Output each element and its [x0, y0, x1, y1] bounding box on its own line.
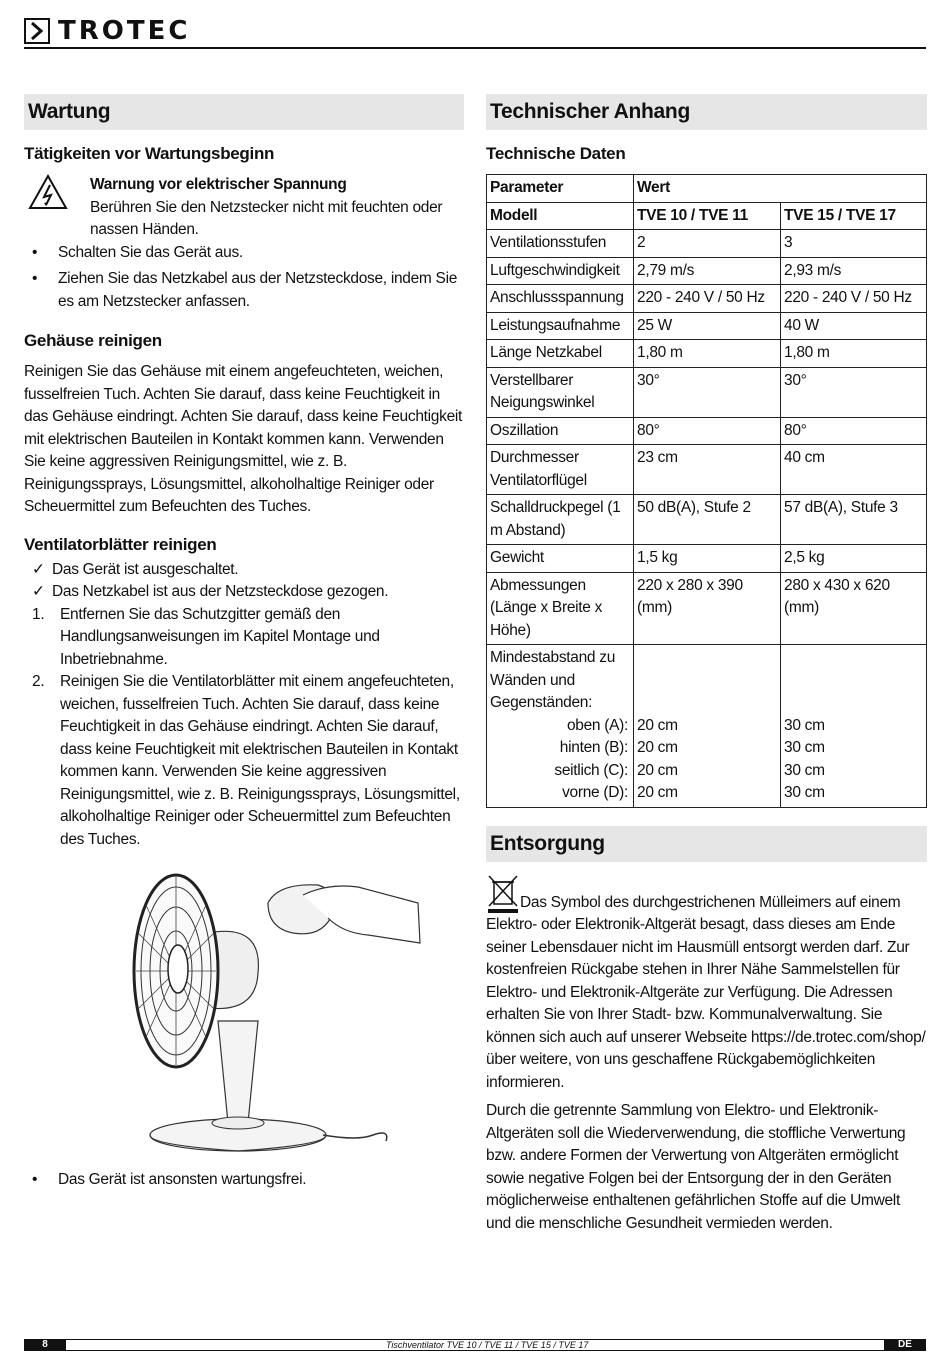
fan-cleaning-illustration [128, 873, 428, 1158]
table-cell: 1,80 m [634, 340, 781, 368]
page-number: 8 [24, 1339, 66, 1351]
table-cell: Gewicht [487, 545, 634, 573]
table-row [487, 285, 927, 313]
distance-item-label: vorne (D): [562, 784, 628, 801]
table-header-cell: Wert [634, 175, 927, 203]
table-row [487, 257, 927, 285]
distance-value: 20 cm [637, 716, 678, 734]
table-cell: 80° [634, 417, 781, 445]
list-item: • Ziehen Sie das Netzkabel aus der Netzsteckdose, indem Sie es am Netzstecker anfassen. [24, 268, 464, 313]
table-cell: Anschlussspannung [487, 285, 634, 313]
brand-logo [24, 14, 190, 48]
table-cell: Abmessungen (Länge x Breite x Höhe) [487, 572, 634, 645]
table-cell: Luftgeschwindigkeit [487, 257, 634, 285]
table-cell: 30° [781, 367, 927, 417]
warning-text: Berühren Sie den Netzstecker nicht mit feuchten oder nassen Händen. [90, 198, 443, 238]
table-cell: 220 - 240 V / 50 Hz [634, 285, 781, 313]
warning-block [24, 174, 464, 242]
chevron-logo-icon [24, 18, 50, 44]
subheading-blades: Ventilatorblätter reinigen [24, 534, 217, 554]
section-title-wartung: Wartung [24, 94, 464, 130]
table-cell [487, 645, 634, 808]
table-cell: 40 cm [781, 445, 927, 495]
brand-name: TROTEC [58, 16, 191, 46]
section-title-disposal: Entsorgung [486, 826, 927, 862]
distance-value: 30 cm [784, 739, 825, 756]
footer-language: DE [884, 1339, 926, 1351]
table-cell: TVE 10 / TVE 11 [634, 202, 781, 230]
table-cell: Ventilationsstufen [487, 230, 634, 258]
distance-value: 30 cm [784, 716, 825, 734]
table-cell: Durchmesser Ventilatorflügel [487, 445, 634, 495]
table-cell: Leistungsaufnahme [487, 312, 634, 340]
table-cell: 1,5 kg [634, 545, 781, 573]
distance-item-label: hinten (B): [559, 739, 628, 756]
table-cell: 80° [781, 417, 927, 445]
crossed-bin-icon [486, 874, 520, 914]
list-item: 1. Entfernen Sie das Schutzgitter gemäß den Handlungsanweisungen im Kapitel Montage und Inbetriebnahme. [24, 604, 464, 672]
footer-product: Tischventilator TVE 10 / TVE 11 / TVE 15 / TVE 17 [66, 1339, 884, 1351]
table-cell: 2,93 m/s [781, 257, 927, 285]
header-rule [24, 47, 926, 49]
table-cell [781, 645, 927, 808]
list-item: 2. Reinigen Sie die Ventilatorblätter mit einem angefeuchteten, weichen, fusselfreien Tuch. Achten Sie darauf, dass keine Feuchtigkeit in das Gehäuse eindringt. Achten Sie darauf, dass keine Feuchtigkeit mit elektrischen Bauteilen in Kontakt kommen kann. Verwenden Sie keine aggressiven Reinigungsmittel, wie z. B. Reinigungssprays, Lösungsmittel, alkoholhaltige Reiniger oder Scheuermittel zum Befeuchten des Tuches. [24, 671, 464, 851]
page-footer [24, 1339, 926, 1351]
distance-value: 20 cm [637, 784, 678, 801]
check-text: Das Netzkabel ist aus der Netzsteckdose gezogen. [52, 583, 389, 600]
table-cell: 2 [634, 230, 781, 258]
distance-label: Mindestabstand zu Wänden und Gegenständen: [490, 649, 616, 711]
table-row [487, 572, 927, 645]
table-cell: 30° [634, 367, 781, 417]
table-cell: Modell [487, 202, 634, 230]
table-cell: TVE 15 / TVE 17 [781, 202, 927, 230]
list-item: ✓ Das Gerät ist ausgeschaltet. [24, 559, 464, 582]
disposal-paragraph-1 [486, 874, 927, 1095]
table-cell: Oszillation [487, 417, 634, 445]
bullet-text: Das Gerät ist ansonsten wartungsfrei. [58, 1171, 307, 1188]
table-header-row [487, 175, 927, 203]
housing-paragraph: Reinigen Sie das Gehäuse mit einem angefeuchteten, weichen, fusselfreien Tuch. Achten Sie darauf, dass keine Feuchtigkeit in das Gehäuse eindringt. Achten Sie darauf, dass keine Feuchtigkeit mit elektrischen Bauteilen in Kontakt kommen kann. Verwenden Sie keine aggressiven Reinigungsmittel, wie z. B. Reinigungssprays, Lösungsmittel, alkoholhaltige Reiniger oder Scheuermittel zum Befeuchten des Tuches. [24, 363, 463, 515]
technical-data-table [486, 174, 927, 808]
table-row [487, 417, 927, 445]
table-cell: 57 dB(A), Stufe 3 [781, 495, 927, 545]
table-cell: Verstellbarer Neigungswinkel [487, 367, 634, 417]
table-cell: 280 x 430 x 620 (mm) [781, 572, 927, 645]
distance-value: 30 cm [784, 784, 825, 801]
table-header-cell: Parameter [487, 175, 634, 203]
table-row [487, 340, 927, 368]
table-cell: 1,80 m [781, 340, 927, 368]
list-item: • Das Gerät ist ansonsten wartungsfrei. [24, 1169, 464, 1192]
table-cell: Länge Netzkabel [487, 340, 634, 368]
list-item: • Schalten Sie das Gerät aus. [24, 242, 464, 265]
disposal-paragraph-2: Durch die getrennte Sammlung von Elektro- und Elektronik-Altgeräten soll die Wiederverwendung, die stoffliche Verwertung bzw. andere Formen der Verwertung von Altgeräten ermöglicht sowie negative Folgen bei der Entsorgung der in den Geräten möglicherweise enthaltenen gefährlichen Stoffe auf die Umwelt und die menschliche Gesundheit vermieden werden. [486, 1102, 906, 1232]
table-row [487, 367, 927, 417]
table-row [487, 545, 927, 573]
table-cell: 40 W [781, 312, 927, 340]
section-title-technical: Technischer Anhang [486, 94, 927, 130]
table-cell: 2,5 kg [781, 545, 927, 573]
list-item: ✓ Das Netzkabel ist aus der Netzsteckdose gezogen. [24, 581, 464, 604]
distance-value: 30 cm [784, 761, 825, 779]
table-cell: 220 - 240 V / 50 Hz [781, 285, 927, 313]
table-cell: 50 dB(A), Stufe 2 [634, 495, 781, 545]
subheading-technical-data: Technische Daten [486, 144, 626, 163]
table-cell: 3 [781, 230, 927, 258]
distance-item-label: seitlich (C): [554, 761, 628, 779]
disposal-text-1: Das Symbol des durchgestrichenen Mülleimers auf einem Elektro- oder Elektronik-Altgerät besagt, dass dieses am Ende seiner Lebensdauer nicht im Hausmüll entsorgt werden darf. Zur kostenfreien Rückgabe stehen in Ihrer Nähe Sammelstellen für Elektro- und Elektronik-Altgeräte zur Verfügung. Die Adressen erhalten Sie von Ihrer Stadt- bzw. Kommunalverwaltung. Sie können sich auch auf unserer Webseite https://de.trotec.com/shop/ über weitere, von uns geschaffene Rückgabemöglichkeiten informieren. [486, 893, 926, 1091]
electric-warning-icon [28, 174, 68, 210]
check-text: Das Gerät ist ausgeschaltet. [52, 560, 239, 578]
table-cell: 23 cm [634, 445, 781, 495]
table-row [487, 445, 927, 495]
table-cell [634, 645, 781, 808]
table-row [487, 495, 927, 545]
table-row [487, 230, 927, 258]
right-column [486, 94, 927, 1235]
bullet-text: Ziehen Sie das Netzkabel aus der Netzsteckdose, indem Sie es am Netzstecker anfassen. [58, 270, 458, 310]
table-cell: Schalldruckpegel (1 m Abstand) [487, 495, 634, 545]
warning-title: Warnung vor elektrischer Spannung [90, 176, 347, 193]
left-column [24, 94, 464, 1196]
table-cell: 2,79 m/s [634, 257, 781, 285]
subheading-preparation: Tätigkeiten vor Wartungsbeginn [24, 144, 275, 163]
table-cell: 25 W [634, 312, 781, 340]
table-model-row [487, 202, 927, 230]
step-text: Reinigen Sie die Ventilatorblätter mit einem angefeuchteten, weichen, fusselfreien Tuch. Achten Sie darauf, dass keine Feuchtigkeit in das Gehäuse eindringt. Achten Sie darauf, dass keine Feuchtigkeit mit elektrischen Bauteilen in Kontakt kommen kann. Verwenden Sie keine aggressiven Reinigungsmittel, wie z. B. Reinigungssprays, Lösungsmittel, alkoholhaltige Reiniger oder Scheuermittel zum Befeuchten des Tuches. [60, 673, 460, 848]
distance-value: 20 cm [637, 739, 678, 756]
step-text: Entfernen Sie das Schutzgitter gemäß den Handlungsanweisungen im Kapitel Montage und Inbetriebnahme. [60, 605, 380, 668]
bullet-text: Schalten Sie das Gerät aus. [58, 243, 243, 261]
table-row-distance [487, 645, 927, 808]
distance-item-label: oben (A): [566, 716, 628, 734]
subheading-housing: Gehäuse reinigen [24, 331, 162, 350]
table-row [487, 312, 927, 340]
table-cell: 220 x 280 x 390 (mm) [634, 572, 781, 645]
distance-value: 20 cm [637, 761, 678, 779]
